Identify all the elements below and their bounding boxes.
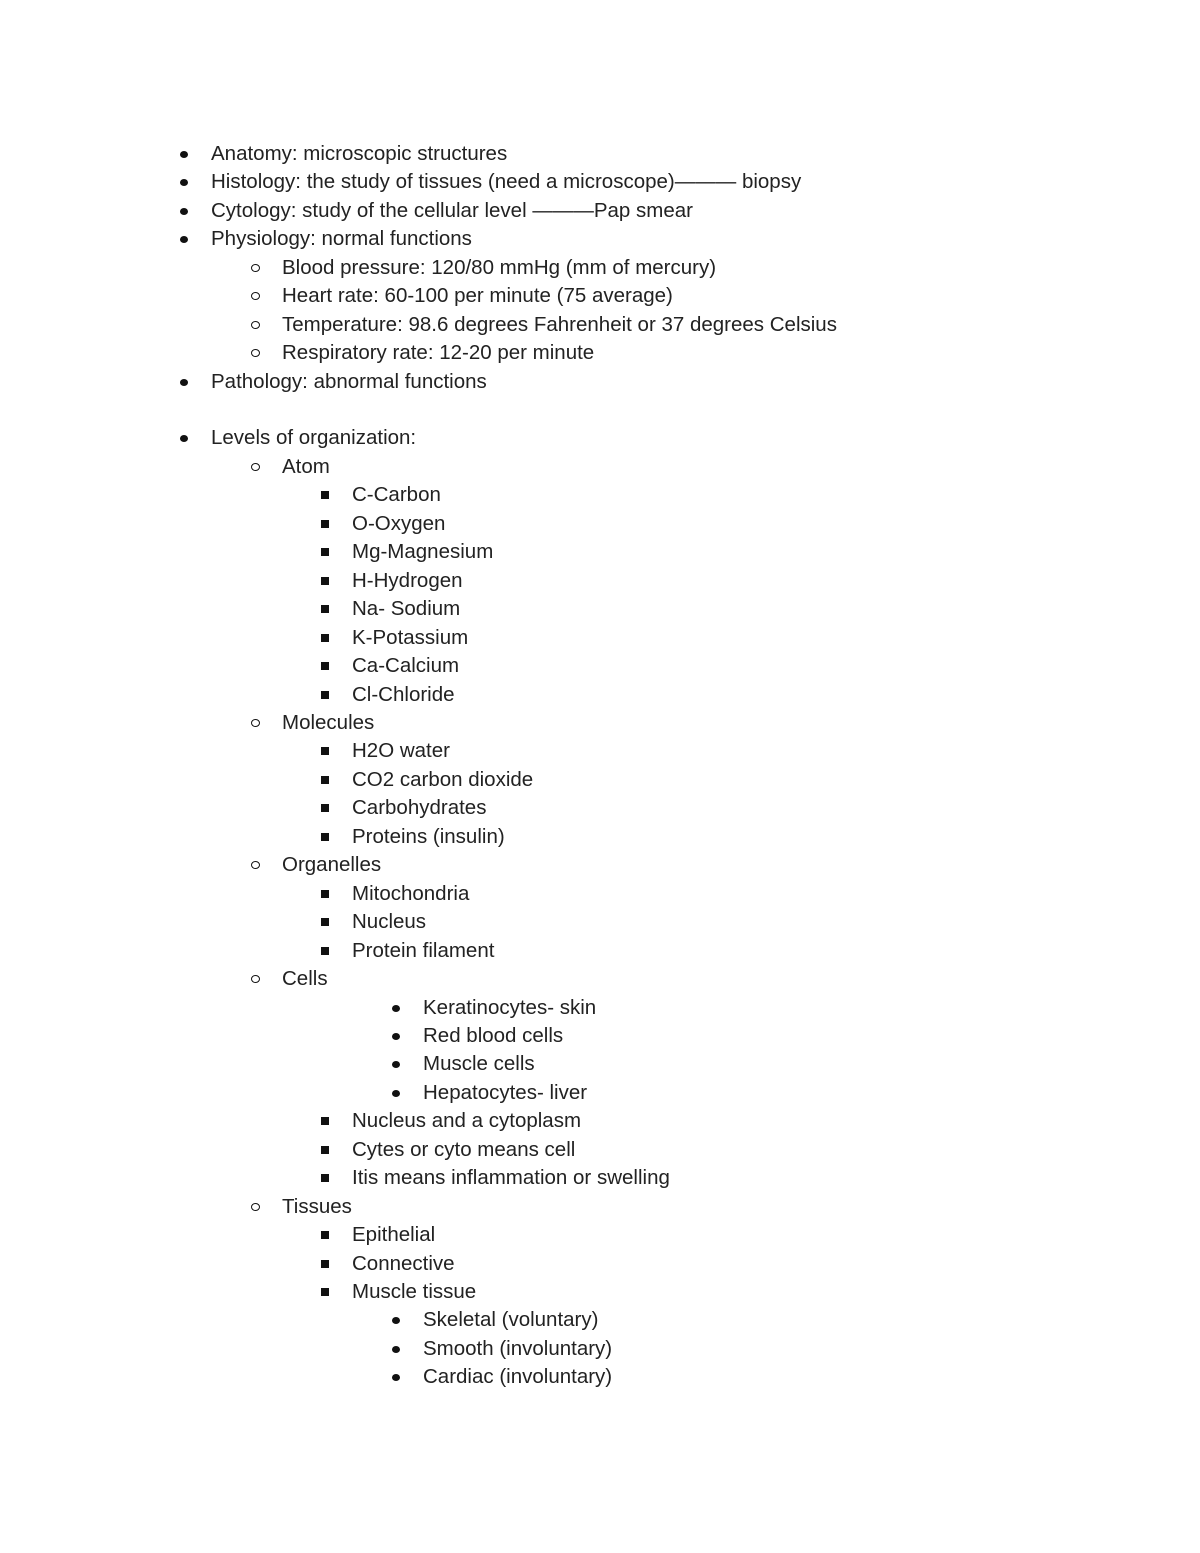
list-item-text: Keratinocytes- skin [423, 996, 597, 1019]
list-item [0, 1306, 1200, 1334]
list-item-text: Muscle cells [423, 1052, 535, 1075]
circle-bullet-icon [251, 1203, 260, 1211]
list-item [0, 225, 1200, 253]
list-item [0, 1164, 1200, 1192]
dot-bullet-icon [180, 208, 188, 215]
square-bullet-icon [321, 634, 329, 642]
list-item [0, 794, 1200, 822]
square-bullet-icon [321, 947, 329, 955]
list-item-text: Cells [282, 967, 328, 990]
list-item-text: Cl-Chloride [352, 683, 455, 706]
square-bullet-icon [321, 890, 329, 898]
list-item-text: Anatomy: microscopic structures [211, 142, 508, 165]
square-bullet-icon [321, 1146, 329, 1154]
list-item [0, 1250, 1200, 1278]
list-bullet [316, 652, 334, 680]
list-bullet [246, 709, 264, 737]
list-item [0, 709, 1200, 737]
list-item [0, 1335, 1200, 1363]
list-item [0, 652, 1200, 680]
list-bullet [246, 282, 264, 310]
list-bullet [175, 140, 193, 168]
list-bullet [316, 481, 334, 509]
list-item [0, 595, 1200, 623]
list-bullet [175, 168, 193, 196]
dot-bullet-icon [180, 151, 188, 158]
list-item-text: Respiratory rate: 12-20 per minute [282, 341, 595, 364]
list-item-text: Nucleus [352, 910, 427, 933]
list-bullet [175, 424, 193, 452]
list-item-text: C-Carbon [352, 483, 441, 506]
list-item [0, 1136, 1200, 1164]
list-item [0, 1221, 1200, 1249]
list-item-text: Heart rate: 60-100 per minute (75 average) [282, 284, 673, 307]
list-item [0, 197, 1200, 225]
list-item-text: Cytes or cyto means cell [352, 1138, 576, 1161]
list-item-text: Temperature: 98.6 degrees Fahrenheit or 37 degrees Celsius [282, 313, 837, 336]
list-item [0, 453, 1200, 481]
list-item-text: O-Oxygen [352, 512, 446, 535]
list-bullet [316, 567, 334, 595]
list-item [0, 140, 1200, 168]
list-bullet [246, 311, 264, 339]
square-bullet-icon [321, 918, 329, 926]
list-item [0, 994, 1200, 1022]
list-item [0, 168, 1200, 196]
list-item-text: Mitochondria [352, 882, 470, 905]
list-item-text: Atom [282, 455, 330, 478]
list-item-text: K-Potassium [352, 626, 469, 649]
list-bullet [387, 994, 405, 1022]
list-item [0, 481, 1200, 509]
list-bullet [316, 681, 334, 709]
square-bullet-icon [321, 548, 329, 556]
list-item-text: Carbohydrates [352, 796, 487, 819]
dot-bullet-icon [180, 179, 188, 186]
dot-bullet-icon [392, 1346, 400, 1353]
dot-bullet-icon [392, 1061, 400, 1068]
list-bullet [387, 1335, 405, 1363]
list-item-text: H2O water [352, 739, 450, 762]
list-item [0, 908, 1200, 936]
list-item-text: Levels of organization: [211, 426, 417, 449]
dot-bullet-icon [180, 236, 188, 243]
list-item [0, 1050, 1200, 1078]
list-item [0, 538, 1200, 566]
list-item-text: Muscle tissue [352, 1280, 477, 1303]
list-item [0, 1278, 1200, 1306]
square-bullet-icon [321, 1174, 329, 1182]
list-item [0, 1079, 1200, 1107]
list-item-text: Nucleus and a cytoplasm [352, 1109, 582, 1132]
circle-bullet-icon [251, 264, 260, 272]
list-item [0, 567, 1200, 595]
dot-bullet-icon [392, 1317, 400, 1324]
list-item-text: Red blood cells [423, 1024, 564, 1047]
list-item [0, 766, 1200, 794]
list-item-text: Connective [352, 1252, 455, 1275]
list-item-text: Proteins (insulin) [352, 825, 505, 848]
list-bullet [246, 254, 264, 282]
dot-bullet-icon [392, 1090, 400, 1097]
list-item-text: Organelles [282, 853, 382, 876]
list-item [0, 510, 1200, 538]
square-bullet-icon [321, 691, 329, 699]
list-bullet [316, 1278, 334, 1306]
dot-bullet-icon [180, 379, 188, 386]
circle-bullet-icon [251, 349, 260, 357]
list-item-text: H-Hydrogen [352, 569, 463, 592]
list-bullet [316, 737, 334, 765]
square-bullet-icon [321, 577, 329, 585]
square-bullet-icon [321, 605, 329, 613]
list-item [0, 965, 1200, 993]
square-bullet-icon [321, 491, 329, 499]
list-item-text: Protein filament [352, 939, 495, 962]
list-bullet [387, 1079, 405, 1107]
list-bullet [246, 851, 264, 879]
list-item-text: CO2 carbon dioxide [352, 768, 534, 791]
list-bullet [316, 1164, 334, 1192]
list-bullet [316, 1136, 334, 1164]
list-item-text: Cytology: study of the cellular level ———Pap smear [211, 199, 693, 222]
list-bullet [246, 339, 264, 367]
circle-bullet-icon [251, 463, 260, 471]
circle-bullet-icon [251, 321, 260, 329]
list-item [0, 823, 1200, 851]
list-bullet [246, 1193, 264, 1221]
list-bullet [175, 368, 193, 396]
square-bullet-icon [321, 1231, 329, 1239]
list-bullet [175, 225, 193, 253]
list-item-text: Smooth (involuntary) [423, 1337, 613, 1360]
list-bullet [316, 1107, 334, 1135]
list-item [0, 368, 1200, 396]
circle-bullet-icon [251, 975, 260, 983]
list-bullet [316, 624, 334, 652]
list-item [0, 424, 1200, 452]
list-item-text: Histology: the study of tissues (need a microscope)——— biopsy [211, 170, 802, 193]
list-bullet [316, 766, 334, 794]
list-bullet [316, 1221, 334, 1249]
list-bullet [316, 538, 334, 566]
list-item-text: Epithelial [352, 1223, 436, 1246]
circle-bullet-icon [251, 292, 260, 300]
circle-bullet-icon [251, 861, 260, 869]
circle-bullet-icon [251, 719, 260, 727]
list-item [0, 311, 1200, 339]
list-item-text: Ca-Calcium [352, 654, 460, 677]
list-item-text: Hepatocytes- liver [423, 1081, 588, 1104]
list-item-text: Molecules [282, 711, 375, 734]
list-item [0, 937, 1200, 965]
list-item [0, 1107, 1200, 1135]
list-bullet [175, 197, 193, 225]
list-item [0, 624, 1200, 652]
square-bullet-icon [321, 1288, 329, 1296]
list-bullet [316, 1250, 334, 1278]
list-item-text: Cardiac (involuntary) [423, 1365, 613, 1388]
dot-bullet-icon [392, 1374, 400, 1381]
square-bullet-icon [321, 662, 329, 670]
square-bullet-icon [321, 520, 329, 528]
list-item-text: Pathology: abnormal functions [211, 370, 487, 393]
list-item-text: Itis means inflammation or swelling [352, 1166, 670, 1189]
list-bullet [316, 880, 334, 908]
list-bullet [316, 908, 334, 936]
square-bullet-icon [321, 804, 329, 812]
list-item [0, 737, 1200, 765]
list-bullet [246, 453, 264, 481]
list-item-text: Tissues [282, 1195, 352, 1218]
list-bullet [387, 1306, 405, 1334]
list-bullet [316, 823, 334, 851]
list-item-text: Skeletal (voluntary) [423, 1308, 599, 1331]
list-item [0, 1363, 1200, 1391]
list-item [0, 339, 1200, 367]
list-bullet [387, 1022, 405, 1050]
list-item [0, 1022, 1200, 1050]
list-item [0, 254, 1200, 282]
square-bullet-icon [321, 747, 329, 755]
square-bullet-icon [321, 1117, 329, 1125]
list-item-text: Physiology: normal functions [211, 227, 472, 250]
list-bullet [387, 1050, 405, 1078]
square-bullet-icon [321, 1260, 329, 1268]
list-item [0, 681, 1200, 709]
list-bullet [316, 937, 334, 965]
dot-bullet-icon [392, 1005, 400, 1012]
dot-bullet-icon [392, 1033, 400, 1040]
square-bullet-icon [321, 776, 329, 784]
dot-bullet-icon [180, 435, 188, 442]
square-bullet-icon [321, 833, 329, 841]
list-bullet [316, 510, 334, 538]
list-item [0, 851, 1200, 879]
list-item [0, 880, 1200, 908]
list-bullet [387, 1363, 405, 1391]
list-item-text: Blood pressure: 120/80 mmHg (mm of mercury) [282, 256, 717, 279]
list-item [0, 282, 1200, 310]
list-item-text: Mg-Magnesium [352, 540, 494, 563]
list-bullet [316, 595, 334, 623]
list-item [0, 1193, 1200, 1221]
list-item-text: Na- Sodium [352, 597, 461, 620]
list-bullet [246, 965, 264, 993]
list-bullet [316, 794, 334, 822]
